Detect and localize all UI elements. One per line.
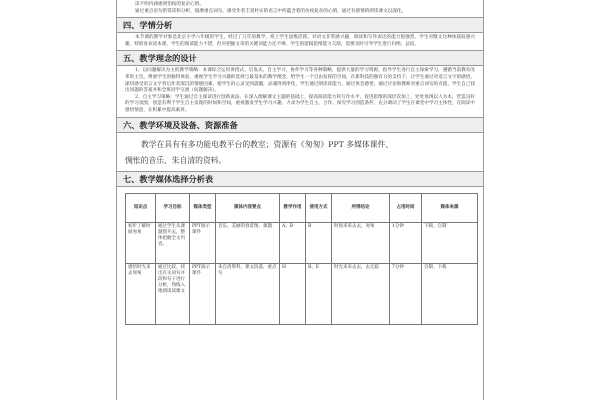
table-cell: 朱自清资料，课文段落，重点句	[216, 263, 280, 324]
table-cell: 时光来来去去，去无踪	[332, 263, 390, 324]
table-cell: 自制、下载	[422, 263, 478, 324]
table-header-cell: 媒体来源	[422, 193, 478, 222]
environment-text-1: 教学在具有有多功能电教平台的教室；资源有《匆匆》PPT 多媒体课件、	[141, 139, 394, 149]
table-header-cell: 所得结论	[332, 193, 390, 222]
table-cell: B	[306, 222, 332, 263]
top-text-block	[117, 0, 483, 18]
table-cell: 初步了解时间匆匆	[126, 222, 156, 263]
section-4-heading: 四、学情分析	[117, 18, 483, 33]
section-6-body	[117, 133, 483, 172]
strategy-paragraph-2: 2、自主学习策略：学生通过自主阅读进行创新说法，在深入理解课文主题的基础上，提高阅读能力和写作水平，促进思维的深层次加工，处处体现以人为本，营造良好的学习氛围，创造有利于学生自主发现的时间和空间，重视激发学生学习兴趣，力求为学生自主、合作、探究学习创造条件，充分调动了学生在课堂中学习主体性，在阅读中感悟情意，在积累中提高素养。	[125, 94, 475, 113]
table-cell: PPT演示课件	[190, 263, 216, 324]
table-header-cell: 教学作用	[280, 193, 306, 222]
table-cell: 7分钟	[390, 263, 422, 324]
section-5-body	[117, 66, 483, 117]
learner-analysis-text: 本节课的教学对象是北京小学六年级的学生，经过了几年的教学，班上学生思维活跃，对语文非常感兴趣，阅读和写作表达的能力很强烈，学生对散文这种体裁较感兴趣，特别喜欢读本课，学生的阅读能力不错，但对把握文章的关键词能力还不够，学生的逻辑思维能力欠缺，需要及时引导学生进行归纳、总结。	[125, 35, 475, 47]
table-cell: B、E	[306, 263, 332, 324]
table-header-cell: 使用方式	[306, 193, 332, 222]
table-header-cell: 占用时间	[390, 193, 422, 222]
section-7-body	[117, 193, 483, 325]
table-row	[126, 222, 478, 263]
table-cell: 1分钟	[390, 222, 422, 263]
table-cell: H	[280, 263, 306, 324]
table-row	[126, 263, 478, 324]
section-5-heading: 五、教学理念的设计	[117, 51, 483, 66]
document-page	[116, 0, 484, 400]
table-header-cell: 媒体类型	[190, 193, 216, 222]
table-cell: 时间来来去去，匆匆	[332, 222, 390, 263]
table-header-cell: 知识点	[126, 193, 156, 222]
table-cell: A、B	[280, 222, 306, 263]
table-cell: 通过比较，找出有关词句并段和句子进行分析，熟练入地朗读读课文	[156, 263, 190, 324]
section-7-heading: 七、教学媒体选择分析表	[117, 172, 483, 187]
media-analysis-table	[125, 193, 478, 325]
table-cell: 下载、自制	[422, 222, 478, 263]
environment-text-2: 惆怅的音乐、朱自清的资料。	[125, 155, 227, 165]
table-cell: PPT演示课件	[190, 222, 216, 263]
table-cell: 音乐、美丽的春景图、课题	[216, 222, 280, 263]
table-cell: 通过学生从课题想开去，整体把握全文内容。	[156, 222, 190, 263]
top-text-line: 读不明内涵感到怕疫的复杂心情。	[135, 2, 204, 7]
section-6-heading: 六、教学环境及设备、资源准备	[117, 118, 483, 133]
section-4-body	[117, 33, 483, 51]
table-header-cell: 学习目标	[156, 193, 190, 222]
table-cell: 感悟时光来去匆匆	[126, 263, 156, 324]
top-text-paragraph: 通过重点语句的赏读和分析，揣摩重点词句，感受作者丰富朴实的语言中所蕴含着的仿疫复杂的心情，通过有感情的朗读课文以深化。	[135, 8, 407, 14]
strategy-paragraph-1: 1、以问题解决为主的教学策略：本课综合运用讲授式、启发式、自主学习、协作学习等各种策略，提供大量的学习资源，指导学生进行自主探索学习，遵循当前教育改革的主旨，尊重学生的独特体验，重视学生学习兴趣的选择与最基本的教学理念，给学生一个自由发挥的空间，在新科技的强有力的支持下，让学生通过对语言文字的感悟，深切感受语言文字背后作者深沉的情感因素，使学生的心灵受到震撼，灵魂得到净化，学生通过朗读读能力，通过体会感悟，通过讨论和教师对重点词句的点拨，学生自己找出问题的答案并和全班同学交流（问题解决）。	[125, 68, 475, 94]
table-header-row	[126, 193, 478, 222]
table-header-cell: 媒体内容要点	[216, 193, 280, 222]
